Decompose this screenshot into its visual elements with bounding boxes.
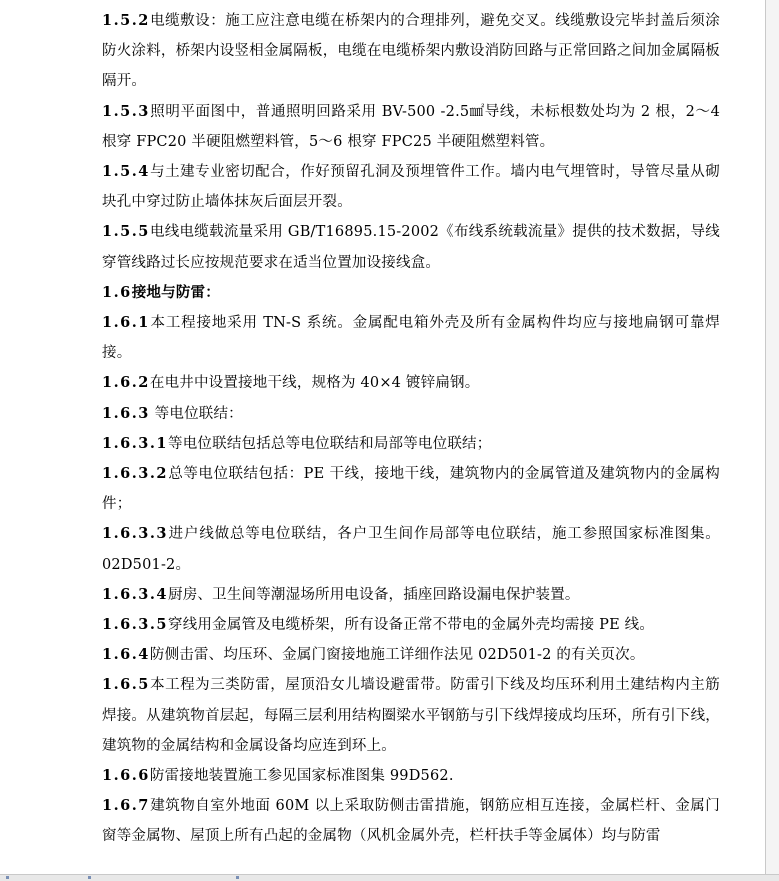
paragraph-1-5-2 (102, 6, 720, 97)
section-heading-1-6 (102, 278, 720, 308)
clause-text: 总等电位联结包括：PE 干线，接地干线，建筑物内的金属管道及建筑物内的金属构件； (102, 466, 720, 513)
paragraph-1-5-3 (102, 97, 720, 157)
paragraph-1-6-3-4 (102, 580, 720, 610)
paragraph-1-6-3-1 (102, 429, 720, 459)
clause-text: 等电位联结包括总等电位联结和局部等电位联结； (168, 435, 492, 452)
clause-text: 本工程接地采用 TN-S 系统。金属配电箱外壳及所有金属构件均应与接地扁钢可靠焊接。 (102, 315, 720, 362)
paragraph-1-6-2 (102, 368, 720, 398)
clause-text: 电线电缆载流量采用 GB/T16895.15-2002《布线系统载流量》提供的技术数据，导线穿管线路过长应按规范要求在适当位置加设接线盒。 (102, 224, 720, 271)
clause-number: 1.6.3.2 (102, 465, 169, 483)
clause-text: 与土建专业密切配合，作好预留孔洞及预埋管件工作。墙内电气埋管时，导管尽量从砌块孔中穿过防止墙体抹灰后面层开裂。 (102, 164, 720, 211)
clause-text: 电缆敷设：施工应注意电缆在桥架内的合理排列，避免交叉。线缆敷设完毕封盖后须涂防火涂料，桥架内设竖相金属隔板，电缆在电缆桥架内敷设消防回路与正常回路之间加金属隔板隔开。 (102, 13, 720, 90)
paragraph-1-6-3-3 (102, 519, 720, 579)
section-number: 1.6 (102, 283, 132, 301)
clause-number: 1.6.4 (102, 646, 150, 664)
clause-number: 1.6.3.5 (102, 616, 169, 634)
vertical-scrollbar[interactable] (766, 0, 779, 874)
clause-number: 1.6.3 (102, 404, 150, 422)
clause-text: 防侧击雷、均压环、金属门窗接地施工详细作法见 02D501-2 的有关页次。 (149, 647, 645, 664)
ruler-marker-icon (6, 876, 9, 879)
clause-number: 1.6.6 (102, 767, 150, 785)
ruler-marker-icon (236, 876, 239, 879)
clause-number: 1.6.1 (102, 314, 150, 332)
clause-number: 1.6.3.4 (102, 585, 169, 603)
clause-text: 进户线做总等电位联结，各户卫生间作局部等电位联结，施工参照国家标准图集。02D501-2。 (102, 526, 720, 573)
clause-text: 在电井中设置接地干线，规格为 40×4 镀锌扁钢。 (149, 375, 480, 392)
clause-text: 本工程为三类防雷，屋顶沿女儿墙设避雷带。防雷引下线及均压环利用土建结构内主筋焊接。从建筑物首层起，每隔三层利用结构圈梁水平钢筋与引下线焊接成均压环，所有引下线，建筑物的金属结构和金属设备均应连到环上。 (102, 677, 720, 754)
section-title: 接地与防雷： (131, 283, 220, 301)
clause-number: 1.5.3 (102, 102, 150, 120)
clause-text: 建筑物自室外地面 60M 以上采取防侧击雷措施，钢筋应相互连接，金属栏杆、金属门窗等金属物、屋顶上所有凸起的金属物（风机金属外壳，栏杆扶手等金属体）均与防雷 (102, 798, 720, 845)
paragraph-1-6-3 (102, 399, 720, 429)
paragraph-1-5-4 (102, 157, 720, 217)
paragraph-1-6-5 (102, 670, 720, 761)
clause-text: 穿线用金属管及电缆桥架，所有设备正常不带电的金属外壳均需接 PE 线。 (168, 617, 655, 634)
clause-number: 1.6.5 (102, 676, 150, 694)
clause-number: 1.5.4 (102, 163, 150, 181)
paragraph-1-6-4 (102, 640, 720, 670)
clause-number: 1.6.3.1 (102, 434, 169, 452)
document-content (102, 6, 720, 852)
paragraph-1-5-5 (102, 217, 720, 277)
ruler-marker-icon (88, 876, 91, 879)
paragraph-1-6-3-5 (102, 610, 720, 640)
clause-text: 等电位联结： (149, 405, 243, 422)
clause-number: 1.5.5 (102, 223, 150, 241)
paragraph-1-6-7 (102, 791, 720, 851)
clause-number: 1.6.2 (102, 374, 150, 392)
clause-number: 1.6.7 (102, 797, 150, 815)
paragraph-1-6-1 (102, 308, 720, 368)
paragraph-1-6-3-2 (102, 459, 720, 519)
paragraph-1-6-6 (102, 761, 720, 791)
clause-text: 防雷接地装置施工参见国家标准图集 99D562. (149, 768, 454, 785)
clause-text: 照明平面图中，普通照明回路采用 BV-500 -2.5㎟导线，未标根数处均为 2 根，2～4 根穿 FPC20 半硬阻燃塑料管，5～6 根穿 FPC25 半硬阻燃塑料管。 (102, 103, 720, 150)
clause-number: 1.6.3.3 (102, 525, 169, 543)
clause-number: 1.5.2 (102, 12, 150, 29)
clause-text: 厨房、卫生间等潮湿场所用电设备，插座回路设漏电保护装置。 (168, 586, 580, 603)
